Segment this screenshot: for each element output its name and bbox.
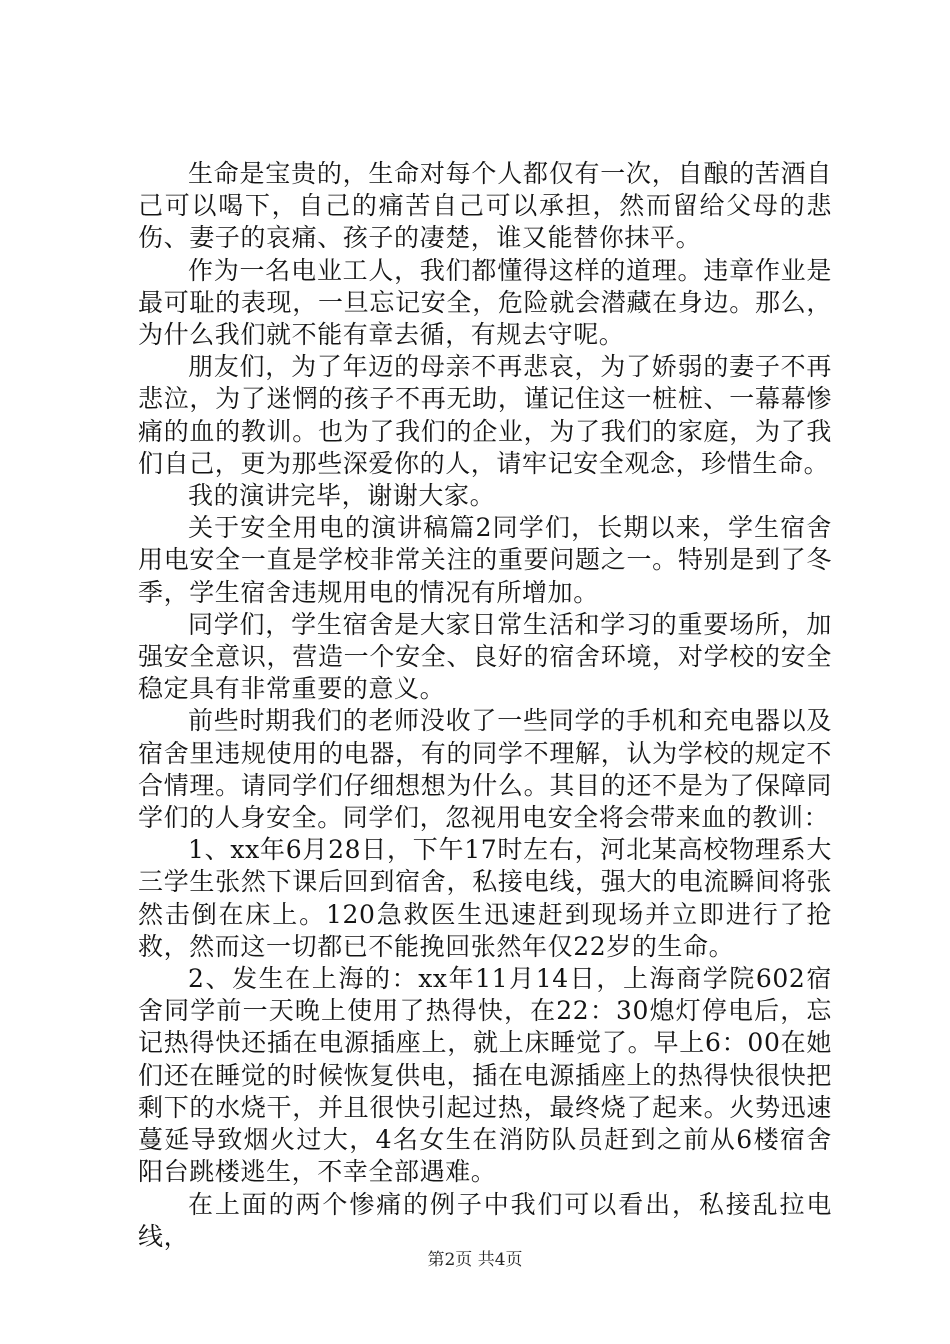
paragraph: 2、发生在上海的：xx年11月14日，上海商学院602宿舍同学前一天晚上使用了热得快，在22：30熄灯停电后，忘记热得快还插在电源插座上，就上床睡觉了。早上6：00在她们还在睡觉的时候恢复供电，插在电源插座上的热得快很快把剩下的水烧干，并且很快引起过热，最终烧了起来。火势迅速蔓延导致烟火过大，4名女生在消防队员赶到之前从6楼宿舍阳台跳楼逃生，不幸全部遇难。 [138, 964, 832, 1187]
paragraph: 朋友们，为了年迈的母亲不再悲哀，为了娇弱的妻子不再悲泣，为了迷惘的孩子不再无助，谨记住这一桩桩、一幕幕惨痛的血的教训。也为了我们的企业，为了我们的家庭，为了我们自己，更为那些深爱你的人，请牢记安全观念，珍惜生命。 [138, 352, 832, 478]
paragraph: 作为一名电业工人，我们都懂得这样的道理。违章作业是最可耻的表现，一旦忘记安全，危险就会潜藏在身边。那么，为什么我们就不能有章去循，有规去守呢。 [138, 255, 832, 350]
paragraph: 在上面的两个惨痛的例子中我们可以看出，私接乱拉电线， [138, 1189, 832, 1251]
paragraph: 1、xx年6月28日，下午17时左右，河北某高校物理系大三学生张然下课后回到宿舍，私接电线，强大的电流瞬间将张然击倒在床上。120急救医生迅速赶到现场并立即进行了抢救，然而这一切都已不能挽回张然年仅22岁的生命。 [138, 835, 832, 961]
paragraph: 生命是宝贵的，生命对每个人都仅有一次，自酿的苦酒自己可以喝下，自己的痛苦自己可以承担，然而留给父母的悲伤、妻子的哀痛、孩子的凄楚，谁又能替你抹平。 [138, 159, 832, 253]
paragraph: 我的演讲完毕，谢谢大家。 [188, 481, 496, 511]
page-number-footer: 第2页 共4页 [427, 1250, 523, 1270]
document-body [138, 158, 832, 1253]
paragraph: 同学们，学生宿舍是大家日常生活和学习的重要场所，加强安全意识，营造一个安全、良好的宿舍环境，对学校的安全稳定具有非常重要的意义。 [138, 609, 832, 704]
paragraph: 关于安全用电的演讲稿篇2同学们，长期以来，学生宿舍用电安全一直是学校非常关注的重要问题之一。特别是到了冬季，学生宿舍违规用电的情况有所增加。 [138, 513, 832, 607]
paragraph: 前些时期我们的老师没收了一些同学的手机和充电器以及宿舍里违规使用的电器，有的同学不理解，认为学校的规定不合情理。请同学们仔细想想为什么。其目的还不是为了保障同学们的人身安全。同学们，忽视用电安全将会带来血的教训： [138, 706, 832, 833]
